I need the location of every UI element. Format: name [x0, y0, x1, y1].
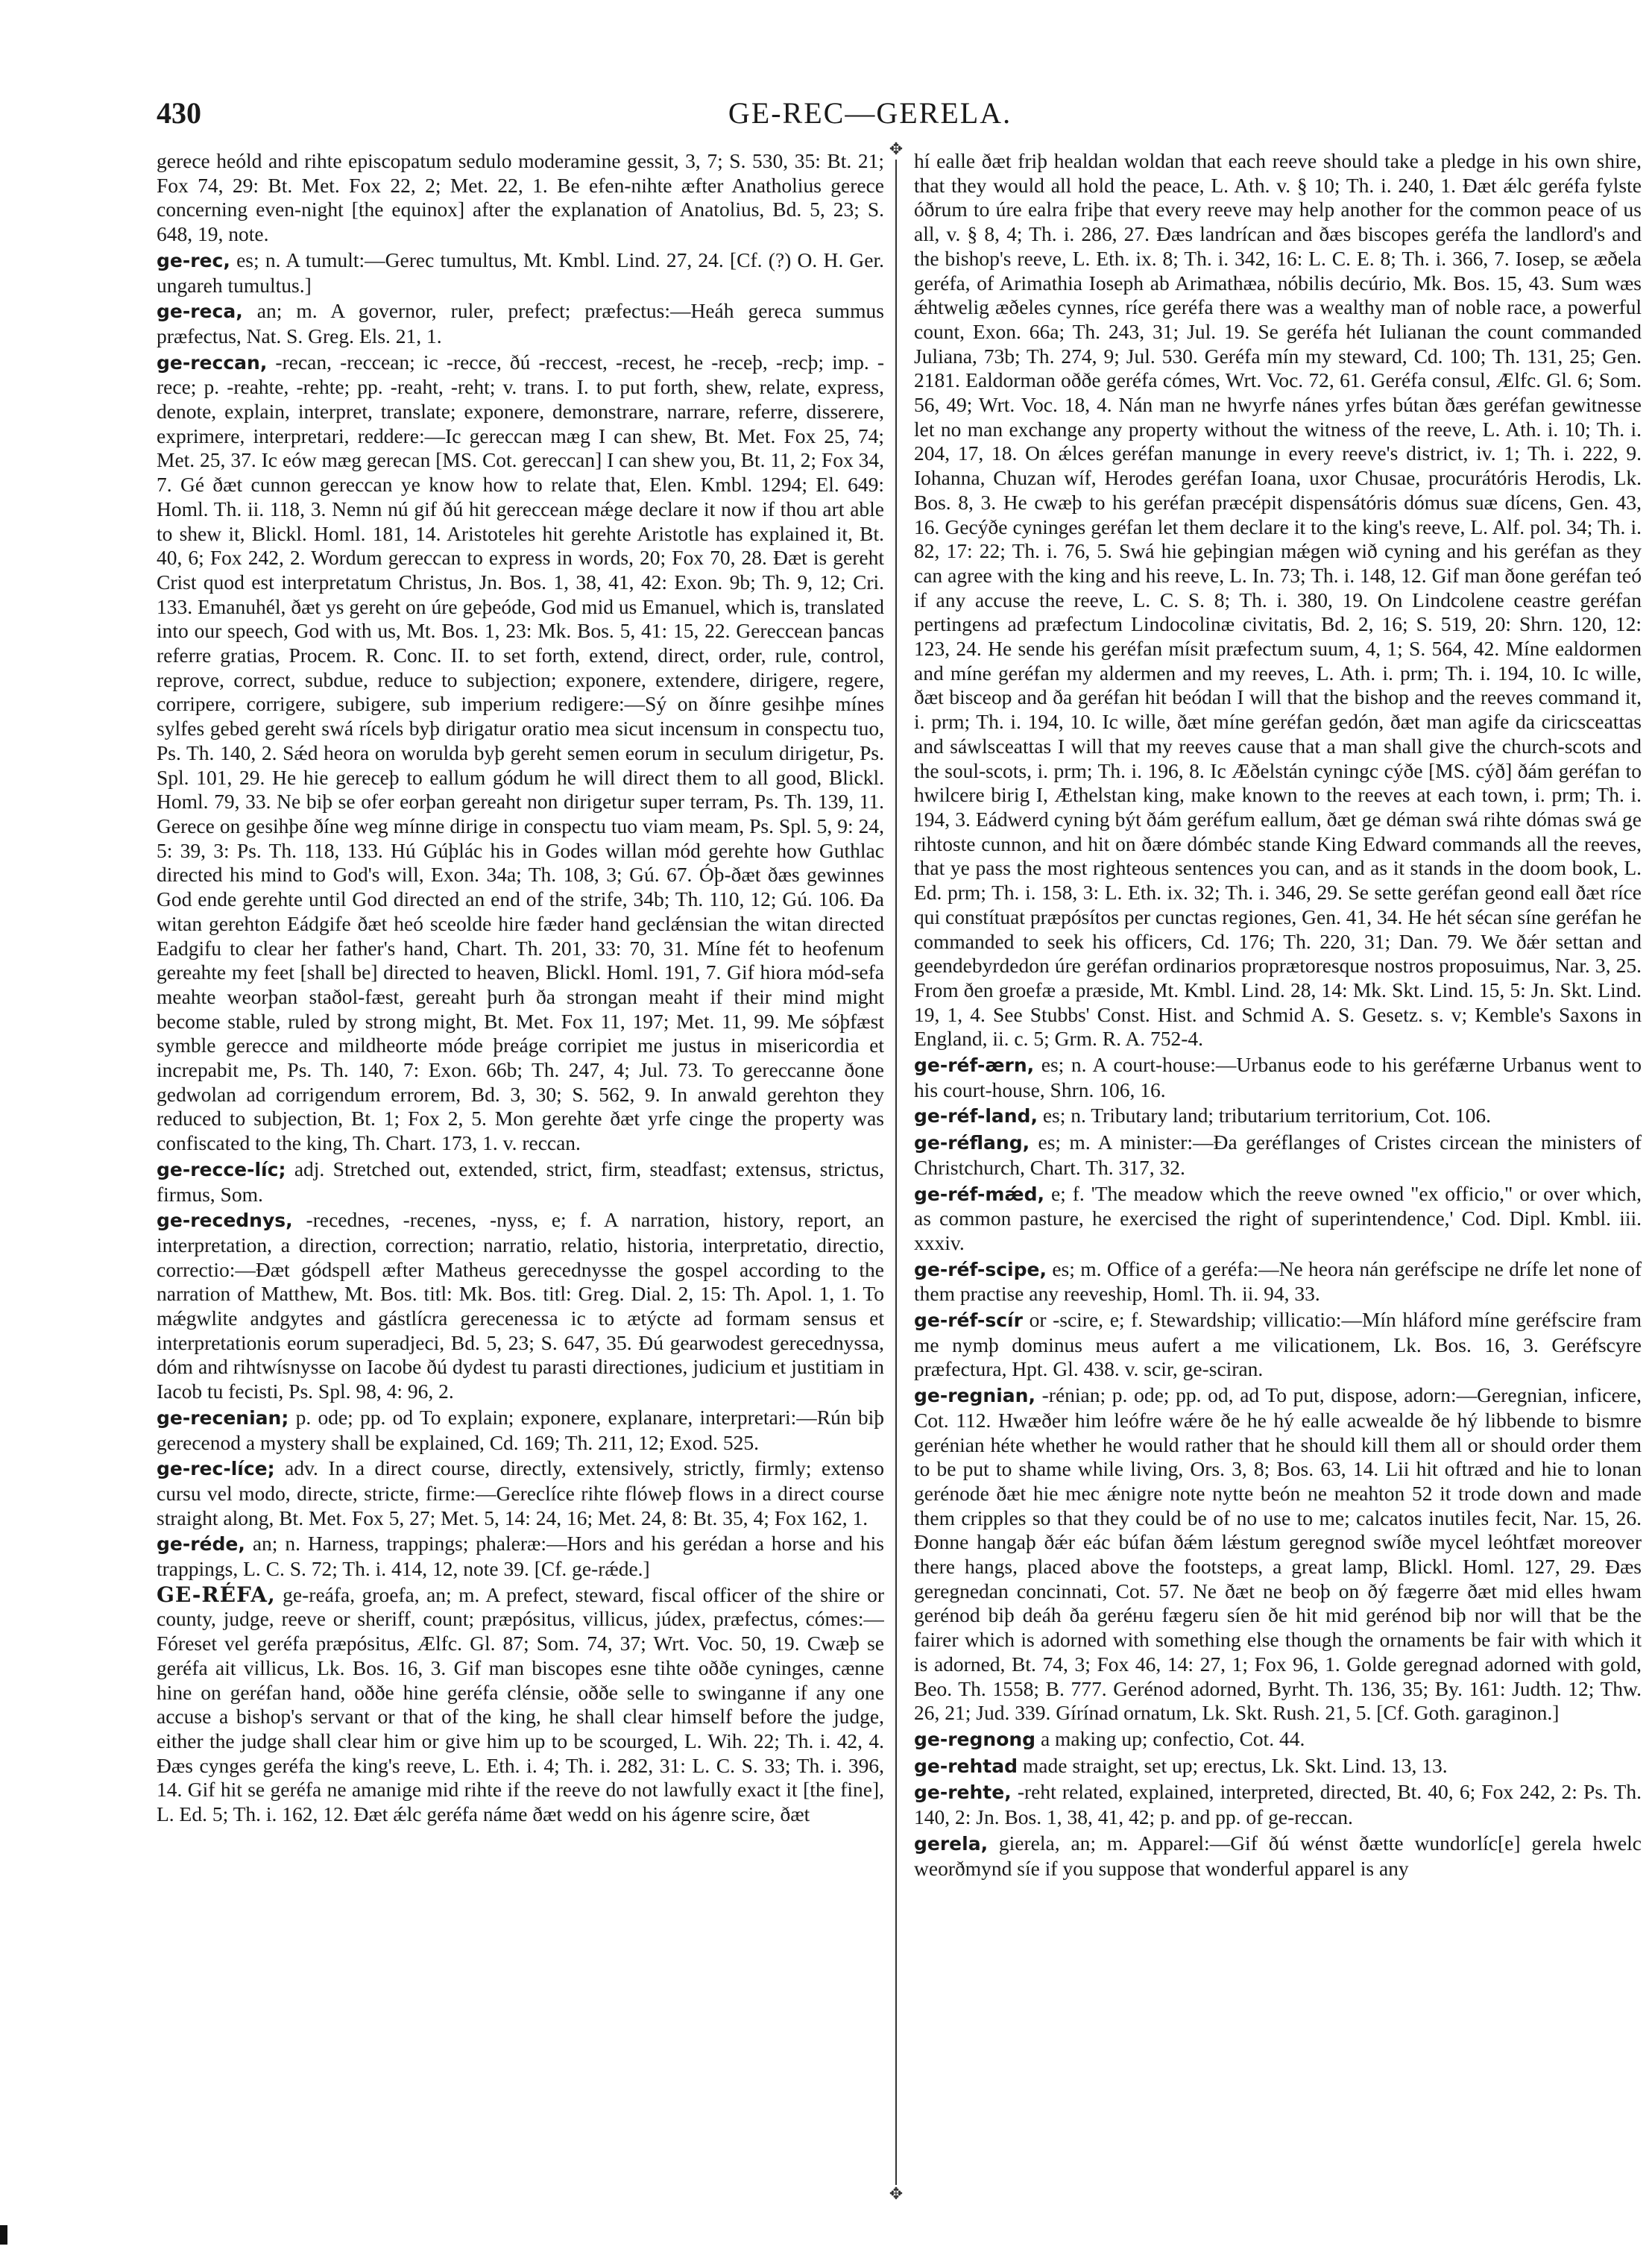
- dictionary-entry: [914, 1182, 1642, 1256]
- entry-text: es; m. Office of a geréfa:—Ne heora nán geréfscipe ne drífe let none of them practise any reeveship, Homl. Th. ii. 94, 33.: [914, 1257, 1642, 1306]
- entry-headword: ge-réf-ærn,: [914, 1054, 1035, 1077]
- entry-headword: ge-rehtad: [914, 1755, 1018, 1777]
- dictionary-entry: [914, 1383, 1642, 1726]
- entry-text: -recednes, -recenes, -nyss, e; f. A narration, history, report, an interpretation, a direction, correction; narratio, relatio, historia, interpretatio, directio, correctio:—Ðæt gódspell æfter Matheus gerecednysse the gospel according to the narration of Matthew, Mt. Bos. titl: Mk. Bos. titl: Greg. Dial. 2, 15: Th. Apol. 1, 1. To mǽgwlite andgytes and gástlícra gerecenessa ic to ætýcte ad formam sensus et interpretationis eorum superadjeci, Bd. 5, 23; S. 647, 35. Ðú gearwodest gerecednyssa, dóm and rihtwísnysse on Iacobe ðú dydest tu parasti directiones, judicium et justitiam in Iacob tu fecisti, Ps. Spl. 98, 4: 96, 2.: [157, 1208, 884, 1403]
- entry-text: adj. Stretched out, extended, strict, firm, steadfast; extensus, strictus, firmus, Som.: [157, 1157, 884, 1206]
- entry-headword: ge-rehte,: [914, 1781, 1012, 1804]
- page-number: 430: [157, 96, 201, 130]
- entry-text: p. ode; pp. od To explain; exponere, explanare, interpretari:—Rún biþ gerecenod a mystery shall be explained, Cd. 169; Th. 211, 12; Exod. 525.: [157, 1405, 884, 1454]
- entry-headword: ge-réf-scipe,: [914, 1258, 1047, 1280]
- entry-headword: ge-recednys,: [157, 1210, 293, 1232]
- entry-headword: ge-réf-mǽd,: [914, 1183, 1044, 1205]
- entry-text: an; m. A governor, ruler, prefect; præfectus:—Heáh gereca summus præfectus, Nat. S. Greg. Els. 21, 1.: [157, 299, 884, 347]
- left-column: [157, 149, 884, 2192]
- entry-text: es; m. A minister:—Ða geréflanges of Cristes circean the ministers of Christchurch, Chart. Th. 317, 32.: [914, 1130, 1642, 1179]
- entry-text: -reht related, explained, interpreted, directed, Bt. 40, 6; Fox 242, 2: Ps. Th. 140, 2: Jn. Bos. 1, 38, 41, 42; p. and pp. of ge-reccan.: [914, 1780, 1642, 1829]
- entry-headword: gerela,: [914, 1832, 989, 1855]
- right-column: [914, 149, 1642, 2192]
- dictionary-entry: [914, 1754, 1642, 1779]
- entry-text: hí ealle ðæt friþ healdan woldan that each reeve should take a pledge in his own shire, that they would all hold the peace, L. Ath. v. § 10; Th. i. 240, 1. Ðæt ǽlc geréfa fylste óðrum to úre ealra friþe that every reeve may help another for the common peace of us all, v. § 8, 4; Th. i. 286, 27. Ðæs landrícan and ðæs biscopes geréfa the landlord's and the bishop's reeve, L. Eth. ix. 8; Th. i. 342, 16: L. C. E. 8; Th. i. 366, 7. Iosep, se æðela geréfa, of Arimathia Ioseph ab Arimathæa, nóbilis decúrio, Mk. Bos. 15, 43. Sum wæs ǽhtwelig æðeles cynnes, ríce geréfa there was a wealthy man of noble race, a powerful count, Exon. 66a; Th. 243, 31; Jul. 19. Se geréfa hét Iulianan the count commanded Juliana, 73b; Th. 274, 9; Jul. 530. Geréfa mín my steward, Cd. 100; Th. 131, 25; Gen. 2181. Ealdorman oððe geréfa cómes, Wrt. Voc. 72, 61. Geréfa consul, Ælfc. Gl. 6; Som. 56, 49; Wrt. Voc. 18, 4. Nán man ne hwyrfe nánes yrfes bútan ðæs geréfan gewitnesse let no man exchange any property without the witness of the reeve, L. Ath. i. 10; Th. i. 204, 17, 18. On ǽlces geréfan manunge in every reeve's district, iv. 1; Th. i. 222, 9. Iohanna, Chuzan wíf, Herodes geréfan Ioana, uxor Chusae, procurátóris Herodis, Lk. Bos. 8, 3. He cwæþ to his geréfan præcépit dispensátóris dómus suæ dícens, Gen. 43, 16. Gecýðe cyninges geréfan let them declare it to the king's reeve, L. Alf. pol. 34; Th. i. 82, 17: 22; Th. i. 76, 5. Swá hie geþingian mǽgen wið cyning and his geréfan as they can agree with the king and his reeve, L. In. 73; Th. i. 148, 12. Gif man ðone geréfan teó if any accuse the reeve, L. C. S. 8; Th. i. 380, 19. On Lindcolene ceastre geréfan pertingens ad præfectum Lindocolinæ civitatis, Bd. 2, 16; S. 519, 20: Shrn. 120, 12: 123, 24. He sende his geréfan mísit præfectum suum, 4, 1; S. 564, 42. Míne ealdormen and míne geréfan my aldermen and my reeves, L. Ath. i. prm; Th. i. 194, 10. Ic wille, ðæt bisceop and ða geréfan hit beódan I will that the bishop and the reeves command it, i. prm; Th. i. 194, 10. Ic wille, ðæt míne geréfan gedón, ðæt man agife da ciricsceattas and sáwlsceattas I will that my reeves cause that a man shall give the church-scots and the soul-scots, i. prm; Th. i. 196, 8. Ic Æðelstán cyningc cýðe [MS. cýð] ðám geréfan to hwilcere birig I, Æthelstan king, make known to the reeves at each town, i. prm; Th. i. 194, 3. Eádwerd cyning být ðám geréfum eallum, ðæt ge déman swá rihte dómas swá ge rihtoste cunnon, and hit on ðære dómbéc stande King Edward commands all the reeves, that ye pass the most righteous sentences you can, and as it stands in the doom book, L. Ed. prm; Th. i. 158, 3: L. Eth. ix. 32; Th. i. 346, 29. Se sette geréfan geond eall ðæt ríce qui constítuat præpósítos per cunctas regiones, Gen. 41, 34. He hét sécan síne geréfan he commanded to seek his officers, Cd. 176; Th. 220, 31; Dan. 79. We ðǽr settan and geendebyrdedon úre geréfan ordinarios proprætoresque nostros proposuimus, Nar. 3, 25. From ðen groefæ a præside, Mt. Kmbl. Lind. 28, 14: Mk. Skt. Lind. 15, 5: Jn. Skt. Lind. 19, 1, 4. See Stubbs' Const. Hist. and Schmid A. S. Gesetz. s. v; Kemble's Saxons in England, ii. c. 5; Grm. R. A. 752-4.: [914, 149, 1642, 1051]
- entry-headword: ge-regnian,: [914, 1385, 1035, 1407]
- running-head: GE-REC—GERELA.: [728, 96, 1012, 130]
- entry-headword: ge-réde,: [157, 1533, 245, 1556]
- dictionary-entry: [914, 1308, 1642, 1382]
- entry-text: ge-reáfa, groefa, an; m. A prefect, steward, fiscal officer of the shire or county, judge, reeve or sheriff, count; præpósitus, villicus, júdex, præfectus, cómes:—Fóreset vel geréfa præpósitus, Ælfc. Gl. 87; Som. 74, 37; Wrt. Voc. 50, 19. Cwæþ se geréfa ait villicus, Lk. Bos. 16, 3. Gif man biscopes esne tihte oððe cyninges, cænne hine on geréfan hand, oððe hine geréfa clénsie, oððe selle to swinganne if any one accuse a bishop's servant or that of the king, he shall clear himself before the judge, either the judge shall clear him or give him up to be scourged, L. Wih. 22; Th. i. 42, 4. Ðæs cynges geréfa the king's reeve, L. Eth. i. 4; Th. i. 282, 31: L. C. S. 33; Th. i. 396, 14. Gif hit se geréfa ne amanige mid rihte if the reeve do not lawfully exact it [the fine], L. Ed. 5; Th. i. 162, 12. Ðæt ǽlc geréfa náme ðæt wedd on his ágenre scire, ðæt: [157, 1582, 884, 1826]
- entry-headword: GE-RÉFA,: [157, 1582, 276, 1607]
- entry-headword: ge-recenian;: [157, 1406, 289, 1429]
- entry-headword: ge-reca,: [157, 301, 243, 323]
- dictionary-entry: [157, 1456, 884, 1530]
- dictionary-entry: [914, 1053, 1642, 1102]
- entry-text: or -scire, e; f. Stewardship; villicatio:—Mín hláford míne geréfscire fram me nymþ dominus meus aufert a me vilicationem, Lk. Bos. 16, 3. Geréfscyre præfectura, Hpt. Gl. 438. v. scir, ge-sciran.: [914, 1308, 1642, 1381]
- dictionary-entry: [157, 1583, 884, 1827]
- dictionary-entry: [157, 350, 884, 1156]
- entry-headword: ge-reccan,: [157, 351, 268, 374]
- dictionary-entry: [157, 1406, 884, 1455]
- entry-text: es; n. A tumult:—Gerec tumultus, Mt. Kmbl. Lind. 27, 24. [Cf. (?) O. H. Ger. ungareh tumultus.]: [157, 248, 884, 297]
- dictionary-entry: [157, 1208, 884, 1404]
- entry-text: es; n. A court-house:—Urbanus eode to his geréfærne Urbanus went to his court-house, Shrn. 106, 16.: [914, 1053, 1642, 1101]
- dictionary-entry: [914, 1104, 1642, 1129]
- entry-headword: ge-réflang,: [914, 1132, 1030, 1154]
- dictionary-entry: [914, 149, 1642, 1051]
- entry-text: a making up; confectio, Cot. 44.: [1040, 1727, 1305, 1750]
- dictionary-entry: [157, 1157, 884, 1207]
- page-header: [157, 95, 1583, 137]
- dictionary-entry: [914, 1257, 1642, 1306]
- margin-mark: [0, 2225, 7, 2245]
- dictionary-entry: [157, 1532, 884, 1581]
- entry-text: adv. In a direct course, directly, extensively, strictly, firmly; extenso cursu vel modo, directe, stricte, firme:—Gereclíce rihte flóweþ flows in a direct course straight along, Bt. Met. Fox 5, 27; Met. 5, 14: 24, 16; Met. 24, 8: Bt. 35, 4; Fox 162, 1.: [157, 1456, 884, 1529]
- entry-headword: ge-rec-líce;: [157, 1458, 275, 1480]
- entry-text: e; f. 'The meadow which the reeve owned "ex officio," or over which, as common pasture, he exercised the right of superintendence,' Cod. Dipl. Kmbl. iii. xxxiv.: [914, 1181, 1642, 1254]
- entry-headword: ge-réf-scír: [914, 1309, 1023, 1332]
- dictionary-entry: [157, 248, 884, 298]
- entry-text: gerece heóld and rihte episcopatum sedulo moderamine gessit, 3, 7; S. 530, 35: Bt. 21; Fox 74, 29: Bt. Met. Fox 22, 2; Met. 22, 1. Be efen-nihte æfter Anatholius gerece concerning even-night [the equinox] after the explanation of Anatolius, Bd. 5, 23; S. 648, 19, note.: [157, 149, 884, 246]
- entry-text: -rénian; p. ode; pp. od, ad To put, dispose, adorn:—Geregnian, inficere, Cot. 112. Hwæðer him leófre wǽre ðe he hý ealle acwealde ðe hý libbende to bismre gerénian héte whether he would rather that he should kill them all or should order them to be put to shame while living, Ors. 3, 8; Bos. 63, 14. Lii hit oftræd and hie to lonan gerénode ðæt hie mec ǽnigre note nytte beón ne meahton 52 it trode down and made them cripples so that they could be of no use to me; calcatos inutiles fecit, Nar. 15, 26. Ðonne hangaþ ðǽr eác búfan ðǽm lǽstum geregnod swíðe mycel leóhtfæt moreover there hangs, placed above the footsteps, a great lamp, Blickl. Homl. 127, 29. Ðæs geregnedan concinnati, Cot. 57. Ne ðæt ne beoþ on ðý fægerre ðæt mid elles hwam gerénod biþ deáh ða geréнu fægeru síen ðe hit mid gerénod biþ nor will that be the fairer which is adorned with something else though the ornaments be fair with which it is adorned, Bt. 74, 3; Fox 46, 14: 27, 1; Fox 96, 1. Golde geregnad adorned with gold, Beo. Th. 1558; B. 777. Gerénod adorned, Byrht. Th. 136, 35; By. 161: Judth. 12; Thw. 26, 21; Jud. 339. Gírínad ornatum, Lk. Skt. Rush. 21, 5. [Cf. Goth. garaginon.]: [914, 1383, 1642, 1725]
- dictionary-entry: [914, 1130, 1642, 1180]
- divider-ornament-top-icon: ✥: [886, 140, 906, 160]
- entry-text: made straight, set up; erectus, Lk. Skt. Lind. 13, 13.: [1022, 1753, 1448, 1777]
- dictionary-entry: [157, 299, 884, 348]
- dictionary-entry: [914, 1727, 1642, 1752]
- dictionary-entry: [914, 1831, 1642, 1881]
- entry-text: es; n. Tributary land; tributarium territorium, Cot. 106.: [1042, 1104, 1491, 1128]
- entry-headword: ge-regnong: [914, 1729, 1036, 1750]
- dictionary-entry: [914, 1780, 1642, 1829]
- dictionary-entry: [157, 149, 884, 247]
- column-divider: [895, 149, 897, 2192]
- divider-ornament-bottom-icon: ✥: [886, 2185, 906, 2204]
- entry-text: gierela, an; m. Apparel:—Gif ðú wénst ðætte wundorlíc[e] gerela hwelc weorðmynd síe if you suppose that wonderful apparel is any: [914, 1831, 1642, 1880]
- entry-text: an; n. Harness, trappings; phaleræ:—Hors and his gerédan a horse and his trappings, L. C. S. 72; Th. i. 414, 12, note 39. [Cf. ge-rǽde.]: [157, 1532, 884, 1581]
- entry-headword: ge-rec,: [157, 249, 230, 271]
- entry-headword: ge-recce-líc;: [157, 1158, 286, 1180]
- entry-headword: ge-réf-land,: [914, 1105, 1038, 1128]
- entry-text: -recan, -reccean; ic -recce, ðú -reccest, -recest, he -receþ, -recþ; imp. -rece; p. -reahte, -rehte; pp. -reaht, -reht; v. trans. I. to put forth, shew, relate, express, denote, explain, interpret, translate; exponere, demonstrare, narrare, referre, disserere, exprimere, interpretari, reddere:—Ic gereccan mæg I can shew, Bt. Met. Fox 25, 74; Met. 25, 37. Ic eów mæg gerecan [MS. Cot. gereccan] I can shew you, Bt. 11, 2; Fox 34, 7. Gé ðæt cunnon gereccan ye know how to relate that, Elen. Kmbl. 1294; El. 649: Homl. Th. ii. 118, 3. Nemn nú gif ðú hit gereccean mǽge declare it now if thou art able to shew it, Blickl. Homl. 181, 14. Aristoteles hit gerehte Aristotle has explained it, Bt. 40, 6; Fox 242, 2. Wordum gereccan to express in words, 20; Fox 70, 28. Ðæt is gereht Crist quod est interpretatum Christus, Jn. Bos. 1, 38, 41, 42: Exon. 9b; Th. 9, 12; Cri. 133. Emanuhél, ðæt ys gereht on úre geþeóde, God mid us Emanuel, which is, translated into our speech, God with us, Mt. Bos. 1, 23: Mk. Bos. 5, 41: 15, 22. Gereccean þancas referre gratias, Procem. R. Conc. II. to set forth, extend, direct, order, rule, control, reprove, correct, subdue, reduce to subjection; exponere, extendere, dirigere, regere, corripere, corrigere, subigere, sub imperium redigere:—Sý on ðínre gesihþe mínes sylfes gebed gereht swá rícels byþ dirigatur oratio mea sicut incensum in conspectu tuo, Ps. Th. 140, 2. Sǽd heora on worulda byþ gereht semen eorum in seculum dirigetur, Ps. Spl. 101, 29. He hie gereceþ to eallum gódum he will direct them to all good, Blickl. Homl. 79, 33. Ne biþ se ofer eorþan gereaht non dirigetur super terram, Ps. Th. 139, 11. Gerece on gesihþe ðíne weg mínne dirige in conspectu tuo viam meam, Ps. Spl. 5, 9: 24, 5: 39, 3: Ps. Th. 118, 133. Hú Gúþlác his in Godes willan mód gerehte how Guthlac directed his mind to God's will, Exon. 34a; Th. 108, 3; Gú. 67. Óþ-ðæt ðæs gewinnes God ende gerehte until God directed an end of the strife, 34b; Th. 110, 12; Gú. 106. Ða witan gerehton Eádgife ðæt heó sceolde hire fæder hand geclǽnsian the witan directed Eadgifu to clear her father's hand, Chart. Th. 201, 33: 70, 31. Míne fét to heofenum gereahte my feet [shall be] directed to heaven, Blickl. Homl. 191, 7. Gif hiora mód-sefa meahte weorþan staðol-fæst, gereaht þurh ða strongan meaht if their mind might become stable, ruled by strong might, Bt. Met. Fox 11, 197; Met. 11, 99. Me sóþfæst symble gerecce and mildheorte móde þreáge corripiet me justus in misericordia et increpabit me, Ps. Th. 140, 7: Exon. 66b; Th. 247, 4; Jul. 73. To gereccanne ðone gedwolan ad corrigendum errorem, Bd. 3, 30; S. 562, 9. In anwald gerehton they reduced to subjection, Bt. 1; Fox 2, 5. Mon gerehte ðæt yrfe cinge the property was confiscated to the king, Th. Chart. 173, 1. v. reccan.: [157, 350, 884, 1155]
